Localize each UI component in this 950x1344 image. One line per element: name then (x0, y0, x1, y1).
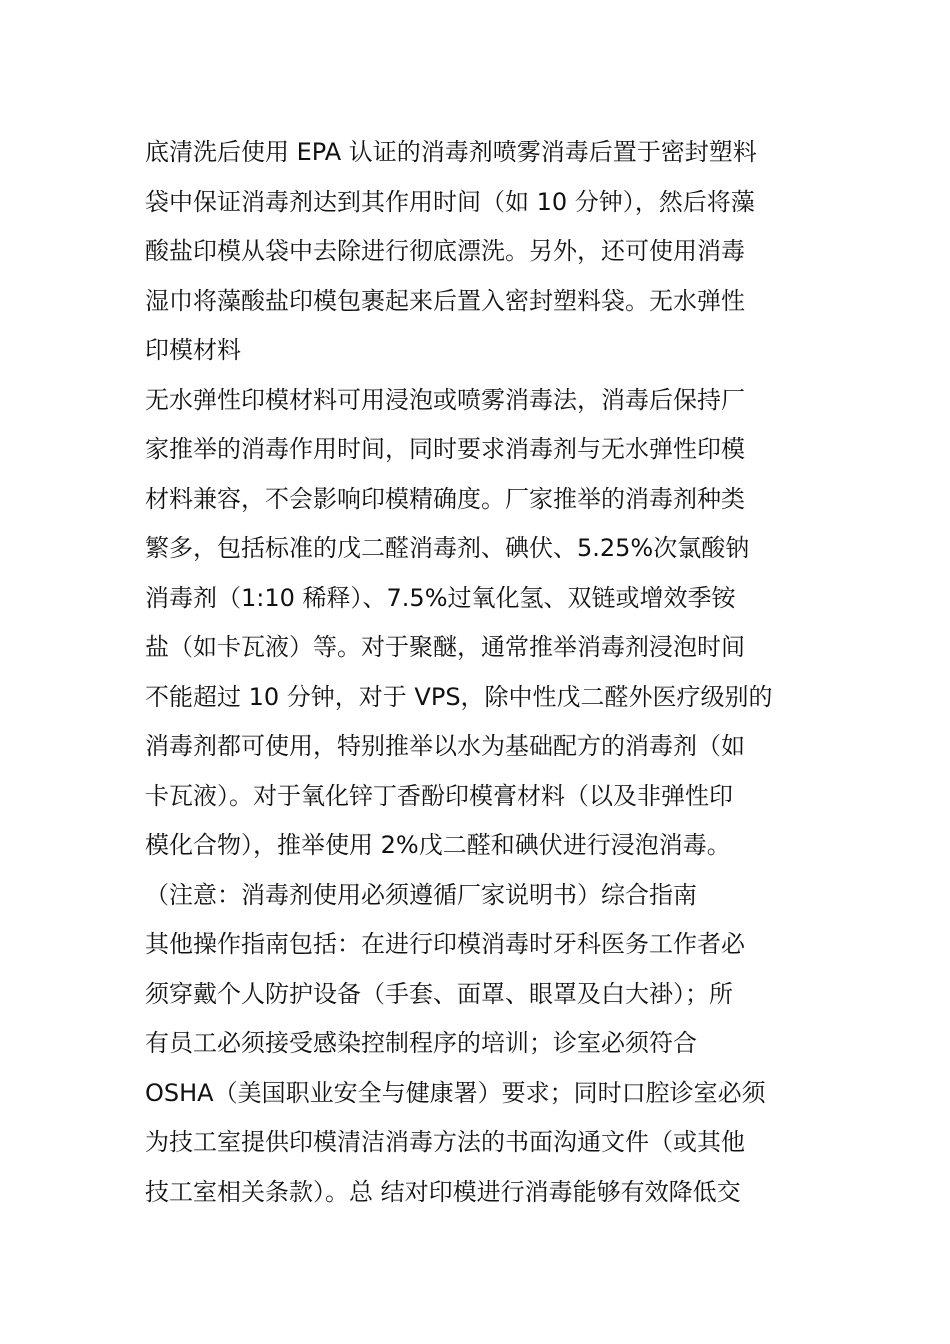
text-line: 袋中保证消毒剂达到其作用时间（如 10 分钟），然后将藻 (145, 187, 755, 216)
text-line: 技工室相关条款）。总 结对印模进行消毒能够有效降低交 (145, 1177, 741, 1206)
text-line: （注意：消毒剂使用必须遵循厂家说明书）综合指南 (145, 880, 697, 909)
text-line: 消毒剂都可使用，特别推举以水为基础配方的消毒剂（如 (145, 732, 745, 760)
text-line: 无水弹性印模材料可用浸泡或喷雾消毒法，消毒后保持厂 (145, 385, 745, 414)
text-line: OSHA（美国职业安全与健康署）要求；同时口腔诊室必须 (145, 1078, 766, 1107)
text-line: 底清洗后使用 EPA 认证的消毒剂喷雾消毒后置于密封塑料 (145, 138, 757, 166)
text-line: 家推举的消毒作用时间，同时要求消毒剂与无水弹性印模 (145, 435, 745, 463)
text-line: 不能超过 10 分钟，对于 VPS，除中性戊二醛外医疗级别的 (145, 682, 773, 711)
body-text (145, 128, 825, 1217)
text-line: 湿巾将藻酸盐印模包裹起来后置入密封塑料袋。无水弹性 (145, 286, 745, 315)
section-heading-line: 印模材料 (145, 336, 241, 364)
text-line: 为技工室提供印模清洁消毒方法的书面沟通文件（或其他 (145, 1128, 745, 1156)
text-line: 其他操作指南包括：在进行印模消毒时牙科医务工作者必 (145, 930, 745, 958)
text-line: 须穿戴个人防护设备（手套、面罩、眼罩及白大褂）；所 (145, 979, 733, 1008)
text-line: 消毒剂（1:10 稀释）、7.5%过氧化氢、双链或增效季铵 (145, 583, 736, 612)
text-line: 卡瓦液）。对于氧化锌丁香酚印模膏材料（以及非弹性印 (145, 781, 733, 810)
text-line: 繁多，包括标准的戊二醛消毒剂、碘伏、5.25%次氯酸钠 (145, 534, 750, 562)
text-line: 有员工必须接受感染控制程序的培训；诊室必须符合 (145, 1029, 697, 1057)
text-line: 盐（如卡瓦液）等。对于聚醚，通常推举消毒剂浸泡时间 (145, 633, 745, 661)
text-line: 材料兼容，不会影响印模精确度。厂家推举的消毒剂种类 (145, 484, 745, 513)
text-line: 酸盐印模从袋中去除进行彻底漂洗。另外，还可使用消毒 (145, 237, 745, 265)
text-line: 模化合物），推举使用 2%戊二醛和碘伏进行浸泡消毒。 (145, 831, 731, 859)
